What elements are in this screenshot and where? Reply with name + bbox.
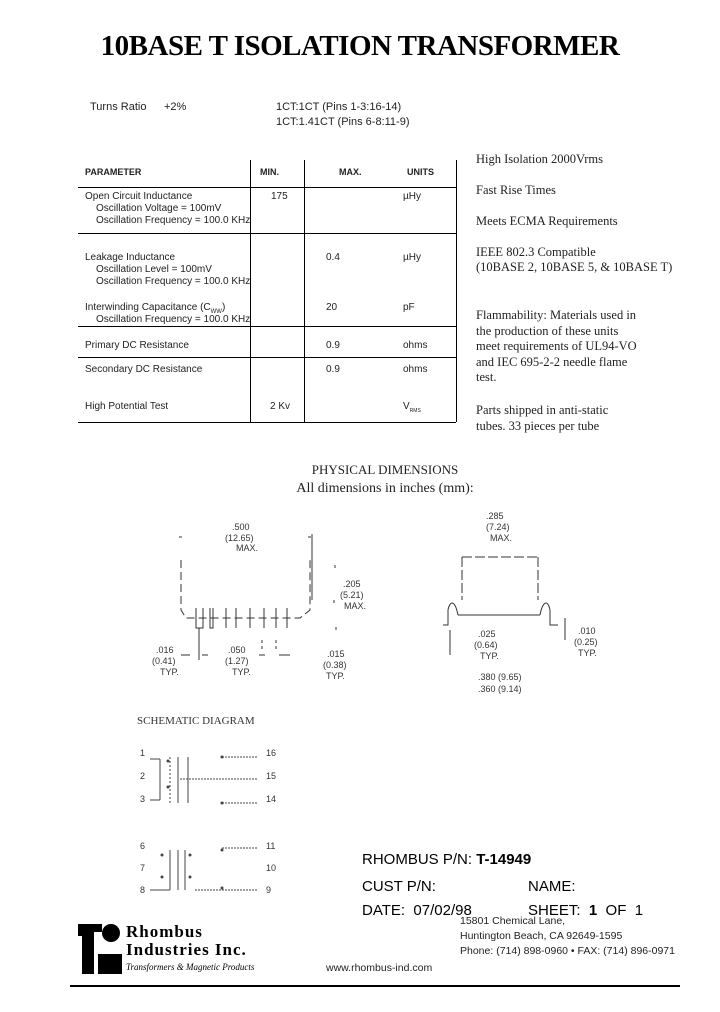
units-value: ohms <box>403 340 428 351</box>
dimensions-heading: PHYSICAL DIMENSIONS <box>311 462 459 477</box>
param-name-end: ) <box>221 302 226 313</box>
max-value: 0.9 <box>326 340 340 351</box>
feature-item: Meets ECMA Requirements <box>476 214 618 228</box>
dim-text: (12.65) <box>225 533 254 543</box>
dim-text: (5.21) <box>340 590 364 600</box>
footer-rule <box>70 985 680 987</box>
company-name-line1: Rhombus <box>126 922 203 941</box>
date-label: DATE: <box>362 902 406 919</box>
feature-item: test. <box>476 370 497 384</box>
dim-text: .500 <box>232 522 250 532</box>
pn-label: RHOMBUS P/N: <box>362 851 473 868</box>
pin-label: 2 <box>140 771 146 781</box>
company-tagline: Transformers & Magnetic Products <box>126 962 255 972</box>
header-max: MAX. <box>339 167 362 177</box>
dim-text: TYP. <box>326 671 345 681</box>
units-value: µHy <box>403 252 421 263</box>
span-dim <box>478 672 522 694</box>
header-units: UNITS <box>407 167 434 177</box>
ratio-line-2: 1CT:1.41CT (Pins 6-8:11-9) <box>276 116 410 128</box>
turns-ratio-tolerance: +2% <box>164 101 187 113</box>
lead-thickness-dim <box>574 626 598 658</box>
cust-pn-label: CUST P/N: <box>362 878 436 895</box>
param-name: Leakage Inductance <box>85 252 176 263</box>
dim-text: (0.38) <box>323 660 347 670</box>
schematic-heading: SCHEMATIC DIAGRAM <box>137 715 255 727</box>
company-name-line2: Industries Inc. <box>126 940 247 959</box>
page-title: 10BASE T ISOLATION TRANSFORMER <box>100 30 620 62</box>
length-dim <box>225 522 258 553</box>
schematic-diagram <box>150 757 258 890</box>
pin-label: 3 <box>140 794 146 804</box>
feature-item: tubes. 33 pieces per tube <box>476 419 600 433</box>
standoff-dim <box>323 649 347 681</box>
dim-text: .010 <box>578 626 596 636</box>
dimensions-subheading: All dimensions in inches (mm): <box>296 481 474 496</box>
dim-text: (0.25) <box>574 637 598 647</box>
min-value: 2 Kv <box>270 401 291 412</box>
dim-text: TYP. <box>232 667 251 677</box>
feature-item: the production of these units <box>476 324 619 338</box>
feature-item: Flammability: Materials used in <box>476 308 637 322</box>
dim-text: .025 <box>478 629 496 639</box>
pin-label: 11 <box>266 841 276 851</box>
feature-item: (10BASE 2, 10BASE 5, & 10BASE T) <box>476 260 673 274</box>
min-value: 175 <box>271 191 288 202</box>
dim-text: .360 (9.14) <box>478 684 522 694</box>
pin-label: 10 <box>266 863 277 873</box>
rhombus-logo-icon <box>78 924 124 974</box>
date-value: 07/02/98 <box>413 902 472 919</box>
param-condition: Oscillation Frequency = 100.0 KHz <box>96 215 251 226</box>
param-condition: Oscillation Voltage = 100mV <box>96 203 222 214</box>
address-line2: Huntington Beach, CA 92649-1595 <box>460 930 623 942</box>
sheet-label: SHEET: <box>528 902 581 919</box>
feature-item: IEEE 802.3 Compatible <box>476 245 596 259</box>
dim-text: MAX. <box>490 533 513 543</box>
pin-label: 1 <box>140 748 146 758</box>
body-width-dim <box>486 511 512 543</box>
max-value: 0.4 <box>326 252 340 263</box>
address-line1: 15801 Chemical Lane, <box>460 915 566 927</box>
units-value: ohms <box>403 364 428 375</box>
max-value: 20 <box>326 302 338 313</box>
param-condition: Oscillation Level = 100mV <box>96 264 212 275</box>
ratio-line-1: 1CT:1CT (Pins 1-3:16-14) <box>276 101 402 113</box>
pitch-dim <box>225 645 251 677</box>
pin-label: 6 <box>140 841 146 851</box>
dim-text: .285 <box>486 511 504 521</box>
dim-text: TYP. <box>578 648 597 658</box>
part-number: T-14949 <box>476 851 532 868</box>
pin-label: 16 <box>266 748 277 758</box>
phone-fax: Phone: (714) 898-0960 • FAX: (714) 896-0971 <box>460 945 675 957</box>
dim-text: .380 (9.65) <box>478 672 522 682</box>
height-dim <box>340 579 366 611</box>
dim-text: .015 <box>327 649 345 659</box>
feature-item: and IEC 695-2-2 needle flame <box>476 355 628 369</box>
pin-label: 9 <box>266 885 272 895</box>
lead-width-dim <box>152 645 179 677</box>
param-name: High Potential Test <box>85 401 169 412</box>
website-link[interactable]: www.rhombus-ind.com <box>326 962 433 974</box>
pin-label: 15 <box>266 771 277 781</box>
param-subscript: WW <box>210 309 222 315</box>
sheet-total: 1 <box>634 902 644 919</box>
param-name: Interwinding Capacitance (C <box>85 302 211 313</box>
dim-text: (7.24) <box>486 522 510 532</box>
dim-text: TYP. <box>480 651 499 661</box>
header-min: MIN. <box>260 167 279 177</box>
dim-text: (0.41) <box>152 656 176 666</box>
feature-item: High Isolation 2000Vrms <box>476 152 604 166</box>
pin-label: 8 <box>140 885 146 895</box>
foot-dim <box>474 629 499 661</box>
header-parameter: PARAMETER <box>85 167 142 177</box>
param-name: Primary DC Resistance <box>85 340 189 351</box>
dim-text: .016 <box>156 645 174 655</box>
turns-ratio-label: Turns Ratio <box>90 101 147 113</box>
param-condition: Oscillation Frequency = 100.0 KHz <box>96 314 251 325</box>
feature-item: Fast Rise Times <box>476 183 556 197</box>
param-name: Secondary DC Resistance <box>85 364 203 375</box>
feature-item: Parts shipped in anti-static <box>476 403 609 417</box>
dim-text: .205 <box>343 579 361 589</box>
dim-text: MAX. <box>236 543 259 553</box>
param-condition: Oscillation Frequency = 100.0 KHz <box>96 276 251 287</box>
max-value: 0.9 <box>326 364 340 375</box>
pin-label: 14 <box>266 794 277 804</box>
of-label: OF <box>605 902 627 919</box>
units-subscript: RMS <box>409 408 421 414</box>
param-name: Open Circuit Inductance <box>85 191 193 202</box>
sheet-number: 1 <box>588 902 598 919</box>
units-value: pF <box>403 302 415 313</box>
dim-text: .050 <box>228 645 246 655</box>
name-label: NAME: <box>528 878 576 895</box>
dim-text: (1.27) <box>225 656 249 666</box>
pin-label: 7 <box>140 863 146 873</box>
units-value: V <box>403 401 410 412</box>
dim-text: (0.64) <box>474 640 498 650</box>
end-view-drawing <box>443 557 565 655</box>
dim-text: TYP. <box>160 667 179 677</box>
feature-item: meet requirements of UL94-VO <box>476 339 637 353</box>
dim-text: MAX. <box>344 601 367 611</box>
units-value: µHy <box>403 191 421 202</box>
